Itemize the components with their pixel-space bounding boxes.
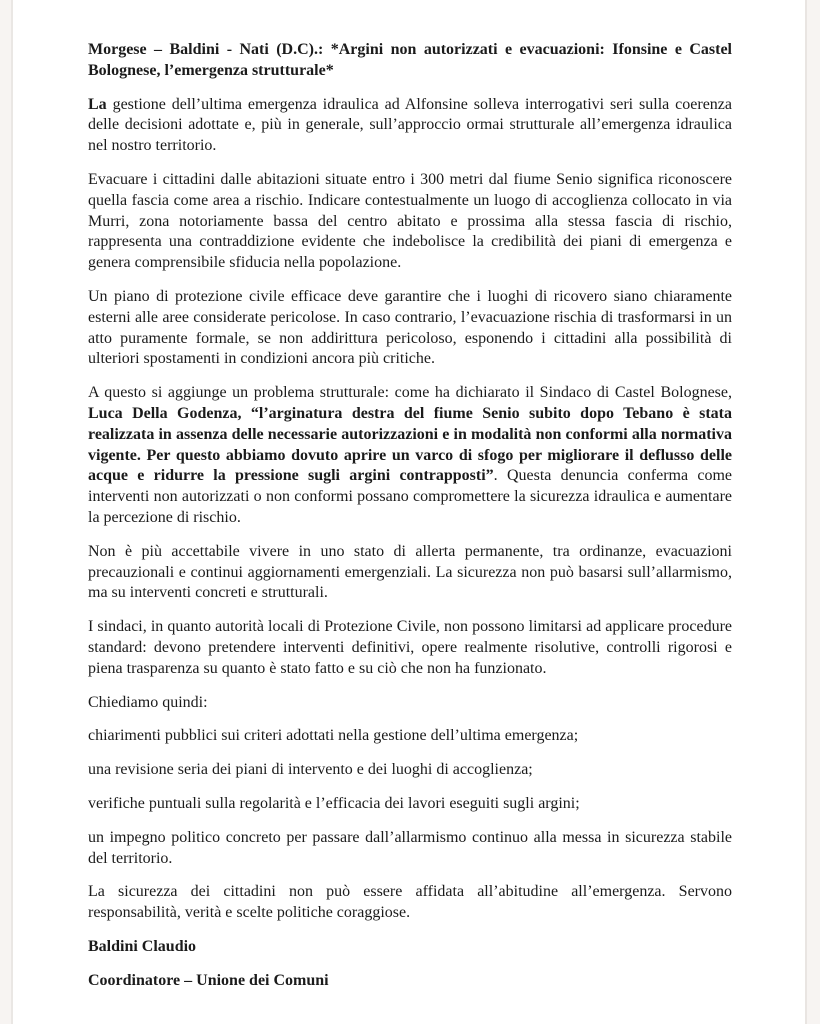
request-item-clarifications: chiarimenti pubblici sui criteri adottati nella gestione dell’ultima emergenza; [88, 727, 579, 745]
paragraph-civil-protection-plan: Un piano di protezione civile efficace deve garantire che i luoghi di ricovero siano chiaramente esterni alle aree considerate pericolose. In caso contrario, l’evacuazione rischia di trasformarsi in un atto puramente formale, se non addirittura pericoloso, esponendo i cittadini alla possibilità di ulteriori spostamenti in condizioni ancora più critiche. [88, 287, 732, 368]
signature-role: Coordinatore – Unione dei Comuni [88, 971, 329, 989]
paragraph-closing: La sicurezza dei cittadini non può essere affidata all’abitudine all’emergenza. Servono responsabilità, verità e scelte politiche coraggiose. [88, 883, 732, 922]
page-left-margin [0, 0, 11, 1024]
request-item-plan-revision: una revisione seria dei piani di intervento e dei luoghi di accoglienza; [88, 761, 533, 779]
paragraph-mayor-quote [88, 383, 732, 529]
requests-intro: Chiediamo quindi: [88, 693, 208, 711]
doc-title-line1: Morgese – Baldini - Nati (D.C).: *Argini non autorizzati e evacuazioni: Ifonsine e Castel [88, 41, 732, 58]
lead-word-bold: La [88, 95, 107, 113]
document-page [11, 0, 807, 1024]
paragraph-evacuation: Evacuare i cittadini dalle abitazioni situate entro i 300 metri dal fiume Senio significa riconoscere quella fascia come area a rischio. Indicare contestualmente un luogo di accoglienza collocato in via Murri, zona notoriamente bassa del centro abitato e prossima alla stessa fascia di rischio, rappresenta una contraddizione evidente che indebolisce la credibilità dei piani di emergenza e genera comprensibile sfiducia nella popolazione. [88, 170, 732, 272]
quote-followup-text: . Questa denuncia conferma come interventi non autorizzati o non conformi possano compromettere la sicurezza idraulica e aumentare la percezione di rischio. [88, 467, 733, 526]
doc-title [88, 40, 732, 82]
paragraph-mayors-duty: I sindaci, in quanto autorità locali di Protezione Civile, non possono limitarsi ad applicare procedure standard: devono pretendere interventi definitivi, opere realmente risolutive, controlli rigorosi e piena trasparenza su quanto è stato fatto e su ciò che non ha funzionato. [88, 618, 732, 677]
paragraph-management [88, 95, 732, 157]
quote-intro-text: A questo si aggiunge un problema strutturale: come ha dichiarato il Sindaco di Castel Bolognese, [88, 384, 732, 402]
request-item-levee-checks: verifiche puntuali sulla regolarità e l’efficacia dei lavori eseguiti sugli argini; [88, 794, 580, 812]
paragraph-text: gestione dell’ultima emergenza idraulica ad Alfonsine solleva interrogativi seri sulla coerenza delle decisioni adottate e, più in generale, sull’approccio ormai strutturale all’emergenza idraulica nel nostro territorio. [88, 95, 732, 155]
document-body [13, 0, 805, 991]
request-item-political-commitment: un impegno politico concreto per passare dall’allarmismo continuo alla messa in sicurezza stabile del territorio. [88, 828, 732, 867]
doc-title-line2: Bolognese, l’emergenza strutturale* [88, 61, 334, 79]
signature-name: Baldini Claudio [88, 937, 197, 955]
page-right-margin [807, 0, 820, 1024]
mayor-quote-bold: Luca Della Godenza, “l’arginatura destra del fiume Senio subito dopo Tebano è stata realizzata in assenza delle necessarie autorizzazioni e in modalità non conformi alla normativa vigente. Per questo abbiamo dovuto aprire un varco di sfogo per migliorare il deflusso delle acque e ridurre la pressione sugli argini contrapposti” [88, 404, 732, 485]
paragraph-permanent-alert: Non è più accettabile vivere in uno stato di allerta permanente, tra ordinanze, evacuazioni precauzionali e continui aggiornamenti emergenziali. La sicurezza non può basarsi sull’allarmismo, ma su interventi concreti e strutturali. [88, 542, 732, 602]
